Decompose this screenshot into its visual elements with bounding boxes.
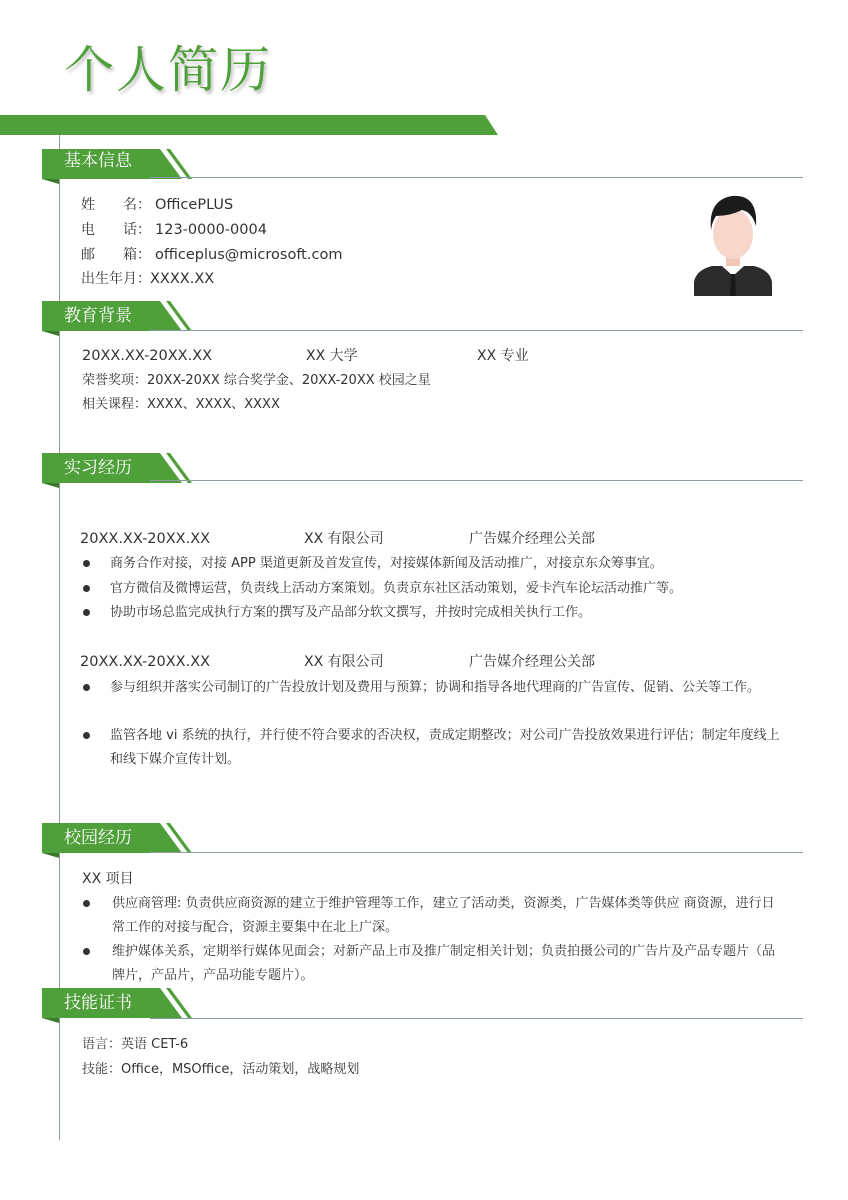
skills-list: 技能：Office，MSOffice，活动策划，战略规划 (82, 1062, 360, 1077)
job-position: 广告媒介经理公关部 (469, 531, 595, 547)
skills-language: 语言：英语 CET-6 (82, 1037, 189, 1052)
email-value: officeplus@microsoft.com (155, 247, 343, 263)
campus-item: 维护媒体关系，定期举行媒体见面会；对新产品上市及推广制定相关计划；负责拍摄公司的广告片及产品专题片（品牌片，产品片，产品功能专题片）。 (112, 944, 776, 983)
job-duty-item: 商务合作对接，对接 APP 渠道更新及首发宣传，对接媒体新闻及活动推广，对接京东众筹事宜。 (110, 556, 663, 571)
birth-value: XXXX.XX (150, 271, 215, 287)
section-divider (150, 1018, 803, 1019)
job-duty-item: 协助市场总监完成执行方案的撰写及产品部分软文撰写，并按时完成相关执行工作。 (110, 605, 592, 620)
job-period: 20XX.XX-20XX.XX (80, 531, 211, 547)
list-bullet (83, 560, 90, 567)
education-honors: 荣誉奖项：20XX-20XX 综合奖学金、20XX-20XX 校园之星 (82, 373, 431, 388)
education-courses: 相关课程：XXXX、XXXX、XXXX (82, 397, 280, 412)
job-duty-item: 参与组织并落实公司制订的广告投放计划及费用与预算；协调和指导各地代理商的广告宣传、促销、公关等工作。 (110, 680, 761, 695)
list-bullet (83, 900, 90, 907)
education-period: 20XX.XX-20XX.XX (82, 348, 213, 364)
section-heading-education: 教育背景 (64, 306, 132, 326)
header-bar (0, 0, 848, 140)
phone-label: 电 话： (81, 222, 151, 238)
section-divider (150, 852, 803, 853)
section-heading-skills: 技能证书 (64, 993, 132, 1013)
email-label: 邮 箱： (81, 247, 151, 263)
section-divider (150, 330, 803, 331)
job-period: 20XX.XX-20XX.XX (80, 654, 211, 670)
section-heading-internship: 实习经历 (64, 458, 132, 478)
list-bullet (83, 732, 90, 739)
education-school: XX 大学 (306, 348, 358, 364)
phone-value: 123-0000-0004 (155, 222, 267, 238)
section-heading-campus: 校园经历 (64, 828, 132, 848)
job-company: XX 有限公司 (304, 531, 384, 547)
job-position: 广告媒介经理公关部 (469, 654, 595, 670)
education-major: XX 专业 (477, 348, 529, 364)
campus-project: XX 项目 (82, 871, 134, 887)
list-bullet (83, 609, 90, 616)
campus-item: 供应商管理: 负责供应商资源的建立于维护管理等工作，建立了活动类，资源类，广告媒体类等供应 商资源，进行日常工作的对接与配合，资源主要集中在北上广深。 (112, 896, 775, 935)
section-heading-basic: 基本信息 (64, 151, 132, 171)
name-value: OfficePLUS (155, 197, 234, 213)
page-title: 个人简历 (64, 41, 272, 99)
name-label: 姓 名： (81, 197, 151, 213)
job-company: XX 有限公司 (304, 654, 384, 670)
job-duty-item: 监管各地 vi 系统的执行，并行使不符合要求的否决权，责成定期整改；对公司广告投放效果进行评估；制定年度线上和线下媒介宣传计划。 (110, 728, 780, 767)
person-avatar-icon (692, 190, 774, 296)
list-bullet (83, 684, 90, 691)
list-bullet (83, 585, 90, 592)
list-bullet (83, 948, 90, 955)
job-duty-item: 官方微信及微博运营，负责线上活动方案策划。负责京东社区活动策划，爱卡汽车论坛活动推广等。 (110, 581, 683, 596)
birth-label: 出生年月： (81, 271, 151, 287)
section-divider (150, 177, 803, 178)
section-divider (150, 480, 803, 481)
